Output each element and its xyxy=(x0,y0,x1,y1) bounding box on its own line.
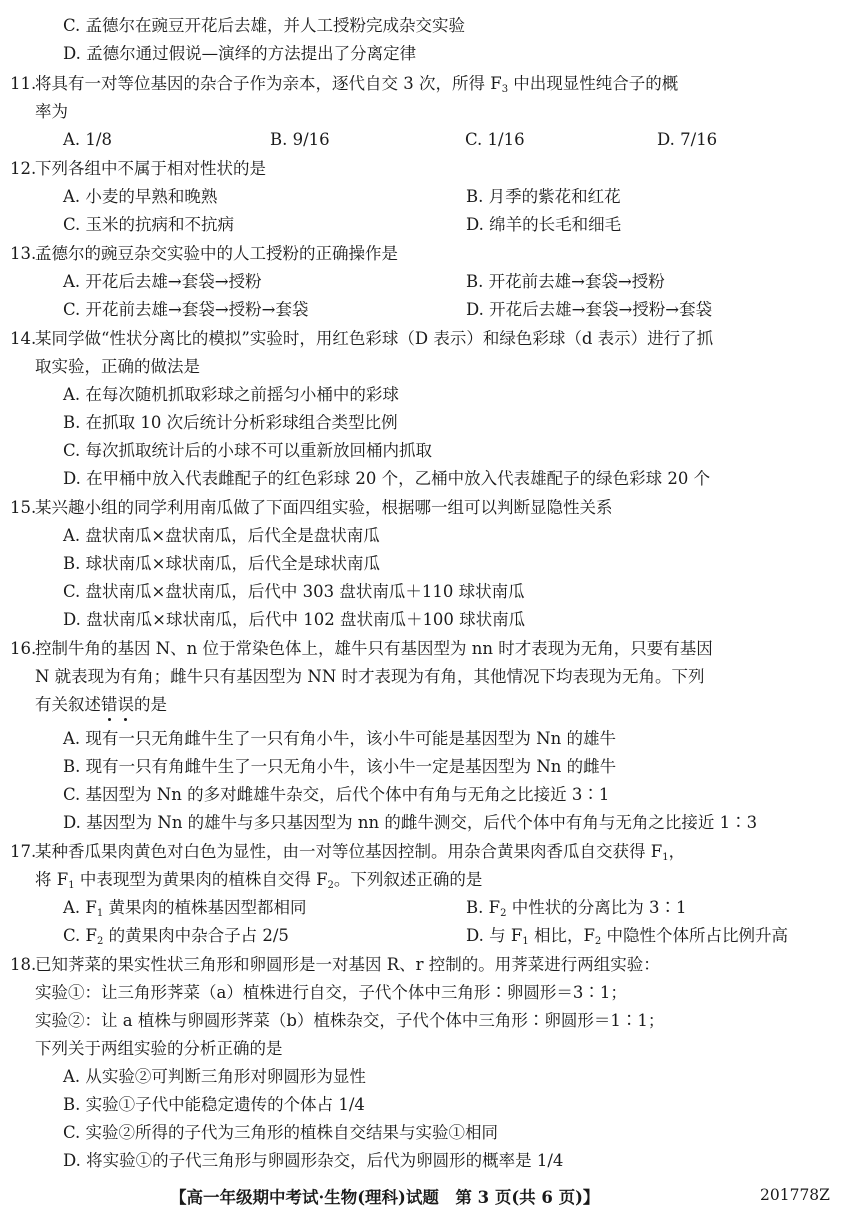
q15-option-b: B. 球状南瓜×球状南瓜，后代全是球状南瓜 xyxy=(63,554,380,573)
q18-number: 18. xyxy=(10,955,37,974)
q13-option-a: A. 开花后去雄→套袋→授粉 xyxy=(63,272,262,291)
q15-option-d: D. 盘状南瓜×球状南瓜，后代中 102 盘状南瓜＋100 球状南瓜 xyxy=(63,610,526,629)
q12-option-a: A. 小麦的早熟和晚熟 xyxy=(63,187,218,206)
q14-stem-cont: 取实验，正确的做法是 xyxy=(35,357,200,376)
q16-stem-end: 有关叙述错 误 的是 xyxy=(35,693,167,717)
q18-option-d: D. 将实验①的子代三角形与卵圆形杂交，后代为卵圆形的概率是 1/4 xyxy=(63,1151,564,1170)
q12-option-b: B. 月季的紫花和红花 xyxy=(466,187,621,206)
q10-option-c: C. 孟德尔在豌豆开花后去雄，并人工授粉完成杂交实验 xyxy=(63,16,466,35)
q16-option-c: C. 基因型为 Nn 的多对雌雄牛杂交，后代个体中有角与无角之比接近 3∶1 xyxy=(63,785,610,804)
q14-option-c: C. 每次抓取统计后的小球不可以重新放回桶内抓取 xyxy=(63,441,433,460)
q16-option-d: D. 基因型为 Nn 的雄牛与多只基因型为 nn 的雌牛测交，后代个体中有角与无角之比接近 1∶3 xyxy=(63,813,758,832)
q17-option-c: C. $F_2$ 的黄果肉中杂合子占 2/5 xyxy=(63,926,289,947)
q18-experiment-1: 实验①：让三角形荠菜（a）植株进行自交，子代个体中三角形∶卵圆形＝3∶1； xyxy=(35,983,627,1002)
q15-option-c: C. 盘状南瓜×盘状南瓜，后代中 303 盘状南瓜＋110 球状南瓜 xyxy=(63,582,525,601)
q14-option-b: B. 在抓取 10 次后统计分析彩球组合类型比例 xyxy=(63,413,398,432)
q14-option-a: A. 在每次随机抓取彩球之前摇匀小桶中的彩球 xyxy=(63,385,399,404)
q13-number: 13. xyxy=(10,244,37,263)
q11-option-b: B. 9/16 xyxy=(270,130,330,149)
q18-stem-cont: 下列关于两组实验的分析正确的是 xyxy=(35,1039,283,1058)
q13-option-d: D. 开花后去雄→套袋→授粉→套袋 xyxy=(466,300,713,319)
q14-stem: 某同学做“性状分离比的模拟”实验时，用红色彩球（D 表示）和绿色彩球（d 表示）进行了抓 xyxy=(35,329,714,348)
q11-option-a: A. 1/8 xyxy=(63,130,112,149)
q18-experiment-2: 实验②：让 a 植株与卵圆形荠菜（b）植株杂交，子代个体中三角形∶卵圆形＝1∶1； xyxy=(35,1011,665,1030)
page-footer: 【高一年级期中考试·生物(理科)试题 第 3 页(共 6 页)】 xyxy=(170,1188,600,1207)
emphasis-dot xyxy=(124,718,127,721)
document-code: 201778Z xyxy=(760,1186,830,1204)
q16-stem: 控制牛角的基因 N、n 位于常染色体上，雄牛只有基因型为 nn 时才表现为无角，只要有基因 xyxy=(35,639,713,658)
q17-stem-cont: 将 $F_1$ 中表现型为黄果肉的植株自交得 $F_2$。下列叙述正确的是 xyxy=(35,870,483,891)
q17-number: 17. xyxy=(10,842,37,861)
q10-option-d: D. 孟德尔通过假说—演绎的方法提出了分离定律 xyxy=(63,44,417,63)
q17-stem: 某种香瓜果肉黄色对白色为显性，由一对等位基因控制。用杂合黄果肉香瓜自交获得 $F_1$， xyxy=(35,842,686,863)
q13-option-c: C. 开花前去雄→套袋→授粉→套袋 xyxy=(63,300,309,319)
q17-option-a: A. $F_1$ 黄果肉的植株基因型都相同 xyxy=(63,898,307,919)
emphasis-char: 错 xyxy=(101,695,118,714)
q16-option-a: A. 现有一只无角雌牛生了一只有角小牛，该小牛可能是基因型为 Nn 的雄牛 xyxy=(63,729,616,748)
q18-option-b: B. 实验①子代中能稳定遗传的个体占 1/4 xyxy=(63,1095,365,1114)
q12-option-c: C. 玉米的抗病和不抗病 xyxy=(63,215,235,234)
q11-stem-cont: 率为 xyxy=(35,102,68,121)
emphasis-dot xyxy=(108,718,111,721)
q11-number: 11. xyxy=(10,74,37,93)
q16-option-b: B. 现有一只有角雌牛生了一只无角小牛，该小牛一定是基因型为 Nn 的雌牛 xyxy=(63,757,617,776)
q18-option-c: C. 实验②所得的子代为三角形的植株自交结果与实验①相同 xyxy=(63,1123,499,1142)
q11-option-d: D. 7/16 xyxy=(657,130,718,149)
q14-number: 14. xyxy=(10,329,37,348)
q12-option-d: D. 绵羊的长毛和细毛 xyxy=(466,215,622,234)
q15-option-a: A. 盘状南瓜×盘状南瓜，后代全是盘状南瓜 xyxy=(63,526,380,545)
q13-option-b: B. 开花前去雄→套袋→授粉 xyxy=(466,272,665,291)
q14-option-d: D. 在甲桶中放入代表雌配子的红色彩球 20 个，乙桶中放入代表雄配子的绿色彩球 20 个 xyxy=(63,469,711,488)
q15-number: 15. xyxy=(10,498,37,517)
q18-stem: 已知荠菜的果实性状三角形和卵圆形是一对基因 R、r 控制的。用荠菜进行两组实验： xyxy=(35,955,660,974)
q13-stem: 孟德尔的豌豆杂交实验中的人工授粉的正确操作是 xyxy=(35,244,398,263)
q11-option-c: C. 1/16 xyxy=(465,130,525,149)
q15-stem: 某兴趣小组的同学利用南瓜做了下面四组实验，根据哪一组可以判断显隐性关系 xyxy=(35,498,613,517)
q12-stem: 下列各组中不属于相对性状的是 xyxy=(35,159,266,178)
q18-option-a: A. 从实验②可判断三角形对卵圆形为显性 xyxy=(63,1067,366,1086)
q11-stem: 将具有一对等位基因的杂合子作为亲本，逐代自交 3 次，所得 $F_3$ 中出现显性纯合子的概 xyxy=(35,74,679,95)
emphasis-char: 误 xyxy=(118,695,135,714)
q12-number: 12. xyxy=(10,159,37,178)
q17-option-d: D. 与 $F_1$ 相比，$F_2$ 中隐性个体所占比例升高 xyxy=(466,926,789,947)
q17-option-b: B. $F_2$ 中性状的分离比为 3∶1 xyxy=(466,898,687,919)
q16-stem-cont: N 就表现为有角；雌牛只有基因型为 NN 时才表现为有角，其他情况下均表现为无角。下列 xyxy=(35,667,705,686)
q16-number: 16. xyxy=(10,639,37,658)
